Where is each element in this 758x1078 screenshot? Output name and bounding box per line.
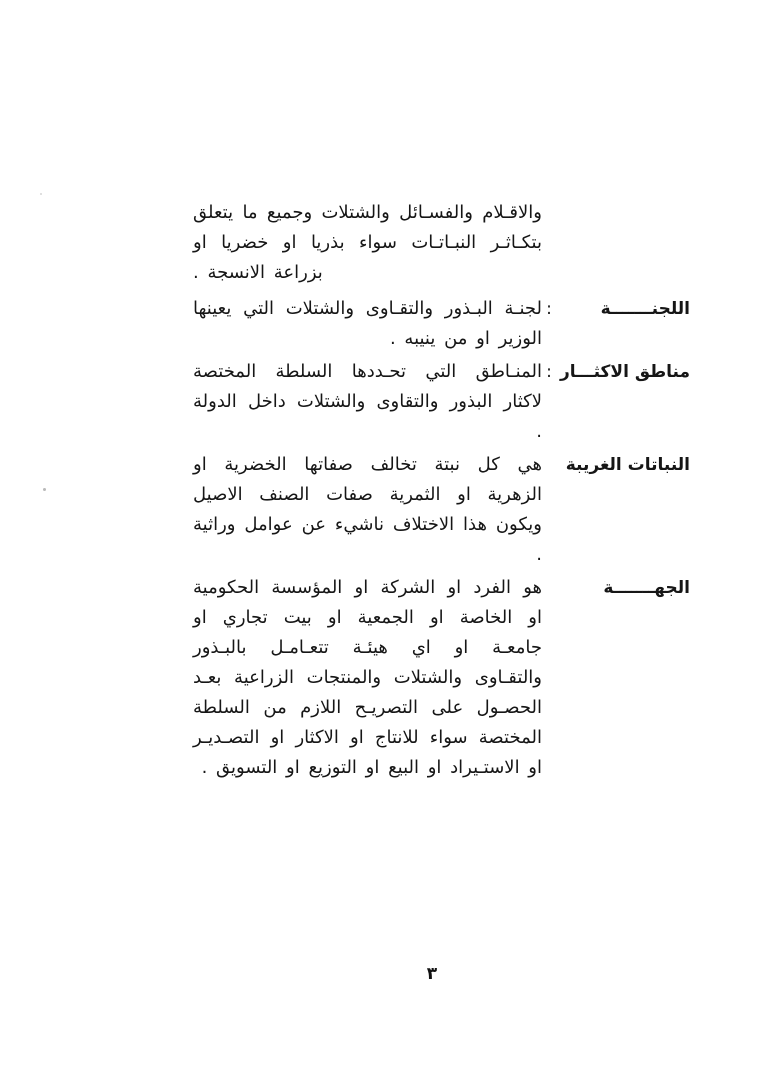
term-separator: :	[546, 299, 552, 319]
definition-entry-committee	[193, 294, 690, 354]
page-number: ٣	[426, 964, 438, 984]
term-label: النباتات الغريبة	[565, 455, 690, 475]
definition-entry-entity	[193, 573, 690, 783]
definition-entry-propagation-areas	[193, 357, 690, 447]
term-label: الجهـــــــة	[603, 578, 690, 598]
definition-entry-foreign-plants	[193, 450, 690, 570]
continuation-paragraph: والاقـلام والفسـائل والشتلات وجميع ما يتعلق بتكـاثـر النبـاتـات سواء بذريا او خضريا او بزراعة الانسجة .	[193, 202, 542, 283]
scan-speckle	[40, 193, 42, 195]
term-label: مناطق الاكثـــار	[559, 362, 690, 382]
term-separator: :	[546, 362, 552, 382]
scan-speckle	[43, 488, 46, 491]
definition-text: لجنـة البـذور والتقـاوى والشتلات التي يعينها الوزير او من ينيبه .	[193, 298, 542, 349]
definition-text: المنـاطق التي تحـددها السلطة المختصة لاكثار البذور والتقاوى والشتلات داخل الدولة .	[193, 361, 542, 442]
definitions-block	[193, 198, 690, 786]
definition-text: هو الفرد او الشركة او المؤسسة الحكومية او الخاصة او الجمعية او بيت تجاري او جامعـة او اي هيئـة تتعـامـل بالبـذور والتقـاوى والشتلات والمنتجات الزراعية بعـد الحصـول على التصريـح اللازم من السلطة المختصة سواء للانتاج او الاكثار او التصـديـر او الاستـيراد او البيع او التوزيع او التسويق .	[193, 577, 542, 778]
definition-text: هي كل نبتة تخالف صفاتها الخضرية او الزهرية او الثمرية صفات الصنف الاصيل ويكون هذا الاختلاف ناشيء عن عوامل وراثية .	[193, 454, 542, 565]
term-label: اللجنـــــــة	[600, 299, 690, 319]
